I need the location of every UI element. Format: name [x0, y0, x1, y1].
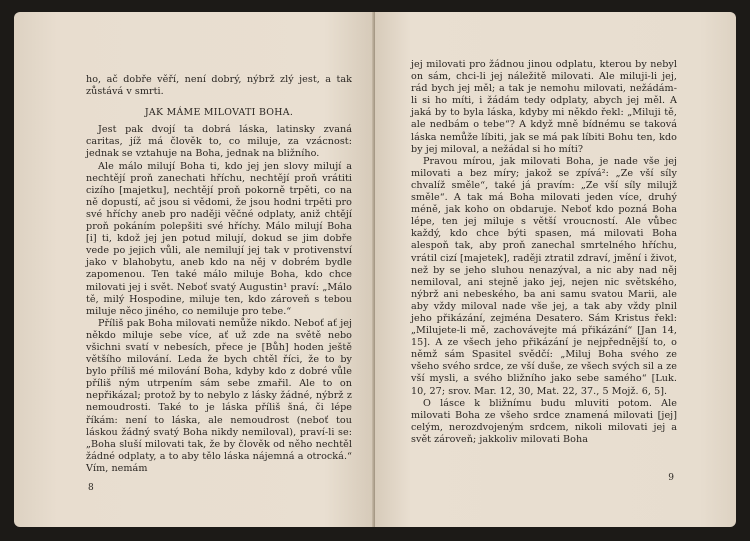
page-number: 8 [88, 483, 94, 493]
paragraph: Ale málo milují Boha ti, kdo jej jen slovy milují a nechtějí proň zanechati hříchu, nechtějí proň vrátiti cizího [majetku], nechtějí proň pokorně trpěti, co na ně dopustí, ač jsou si vědomi, že jsou hodni trpěti pro své hříchy aneb pro naději věčné odplaty, aniž chtějí proň pokáním polepšiti své hříchy. Málo milují Boha [i] ti, kdož jej jen potud milují, dokud se jim dobře vede po jejich vůli, ale nemilují jej tak v protivenství jako v blahobytu, aneb kdo na něj v dobrém bydle zapomenou. Ten také málo miluje Boha, kdo chce milovati jej i svět. Neboť svatý Augustin¹ praví: „Málo tě, milý Hospodine, miluje ten, kdo zároveň s tebou miluje něco jiného, co nemiluje pro tebe.“ [86, 160, 352, 317]
page-number: 9 [668, 473, 674, 483]
right-page [375, 12, 736, 527]
paragraph: Pravou mírou, jak milovati Boha, je nade vše jej milovati a bez míry; jakož se zpívá²: „Ze vší síly chvalíž směle“, také já pravím: „Ze vší síly milujž směle“. A tak má Boha milovati jeden více, druhý méně, jak koho on obdaruje. Neboť kdo pozná Boha lépe, ten jej miluje s větší vroucností. Ale vůbec každý, kdo chce býti spasen, má milovati Boha alespoň tak, aby proň zanechal smrtelného hříchu, vrátil cizí [majetek], raději ztratil zdraví, jmění i život, než by se jeho sluhou nenazýval, a nic aby nad něj nemiloval, ani stejně jako jej, nejen nic světského, nýbrž ani nebeského, ba ani samu svatou Marii, ale aby vždy miloval nade vše jej, a tak aby vždy plnil jeho přikázání, zejména Desatero. Sám Kristus řekl: „Milujete-li mě, zachovávejte má přikázání“ [Jan 14, 15]. A ze všech jeho přikázání je nejpřednější to, o němž sám Spasitel svědčí: „Miluj Boha svého ze všeho svého srdce, ze vší duše, ze všech svých sil a ze vší mysli, a svého bližního jako sebe samého“ [Luk. 10, 27; srov. Mar. 12, 30, Mat. 22, 37., 5 Mojž. 6, 5]. [411, 155, 677, 397]
left-page [14, 12, 375, 527]
opening-paragraph: ho, ač dobře věří, není dobrý, nýbrž zlý jest, a tak zůstává v smrti. [86, 74, 352, 98]
paragraph: jej milovati pro žádnou jinou odplatu, kterou by nebyl on sám, chci-li jej náležitě milovati. Ale miluji-li jej, rád bych jej měl; a tak je nemohu milovati, nežádám-li si ho míti, i žádám tedy odplaty, abych jej měl. A jaká by to byla láska, kdyby mi někdo řekl: „Miluji tě, ale nedbám o tebe“? A když mně bídnému se taková láska nemůže líbiti, jak se má pak líbiti Bohu ten, kdo by jej miloval, a nežádal si ho míti? [411, 59, 677, 155]
right-page-text [411, 59, 677, 446]
left-page-text [86, 74, 352, 475]
paragraph: Jest pak dvojí ta dobrá láska, latinsky zvaná caritas, jíž má člověk to, co miluje, za vzácnost: jednak se vztahuje na Boha, jednak na bližního. [86, 124, 352, 160]
paragraph: Příliš pak Boha milovati nemůže nikdo. Neboť ať jej někdo miluje sebe více, ať už zde na světě nebo všichni svatí v nebesích, přece je [Bůh] hoden ještě většího milování. Leda že bych chtěl říci, že to by bylo příliš mé milování Boha, kdyby kdo z dobré vůle příliš ným utrpením sám sebe zmařil. Ale to on nepřikázal; protož by to nebylo z lásky žádné, nýbrž z nemoudrosti. Také to je láska příliš šná, či lépe říkám: není to láska, ale nemoudrost (neboť tou láskou žádný svatý Boha nikdy nemiloval), praví-li se: „Boha sluší milovati tak, že by člověk od něho nechtěl žádné odplaty, a to aby tělo láska nájemná a otrocká.“ Vím, nemám [86, 317, 352, 474]
section-heading: JAK MÁME MILOVATI BOHA. [144, 107, 294, 119]
paragraph: O lásce k bližnímu budu mluviti potom. Ale milovati Boha ze všeho srdce znamená milovati [jej] celým, nerozdvojeným srdcem, nikoli milovati jej a svět zároveň; jakkoliv milovati Boha [411, 397, 677, 445]
